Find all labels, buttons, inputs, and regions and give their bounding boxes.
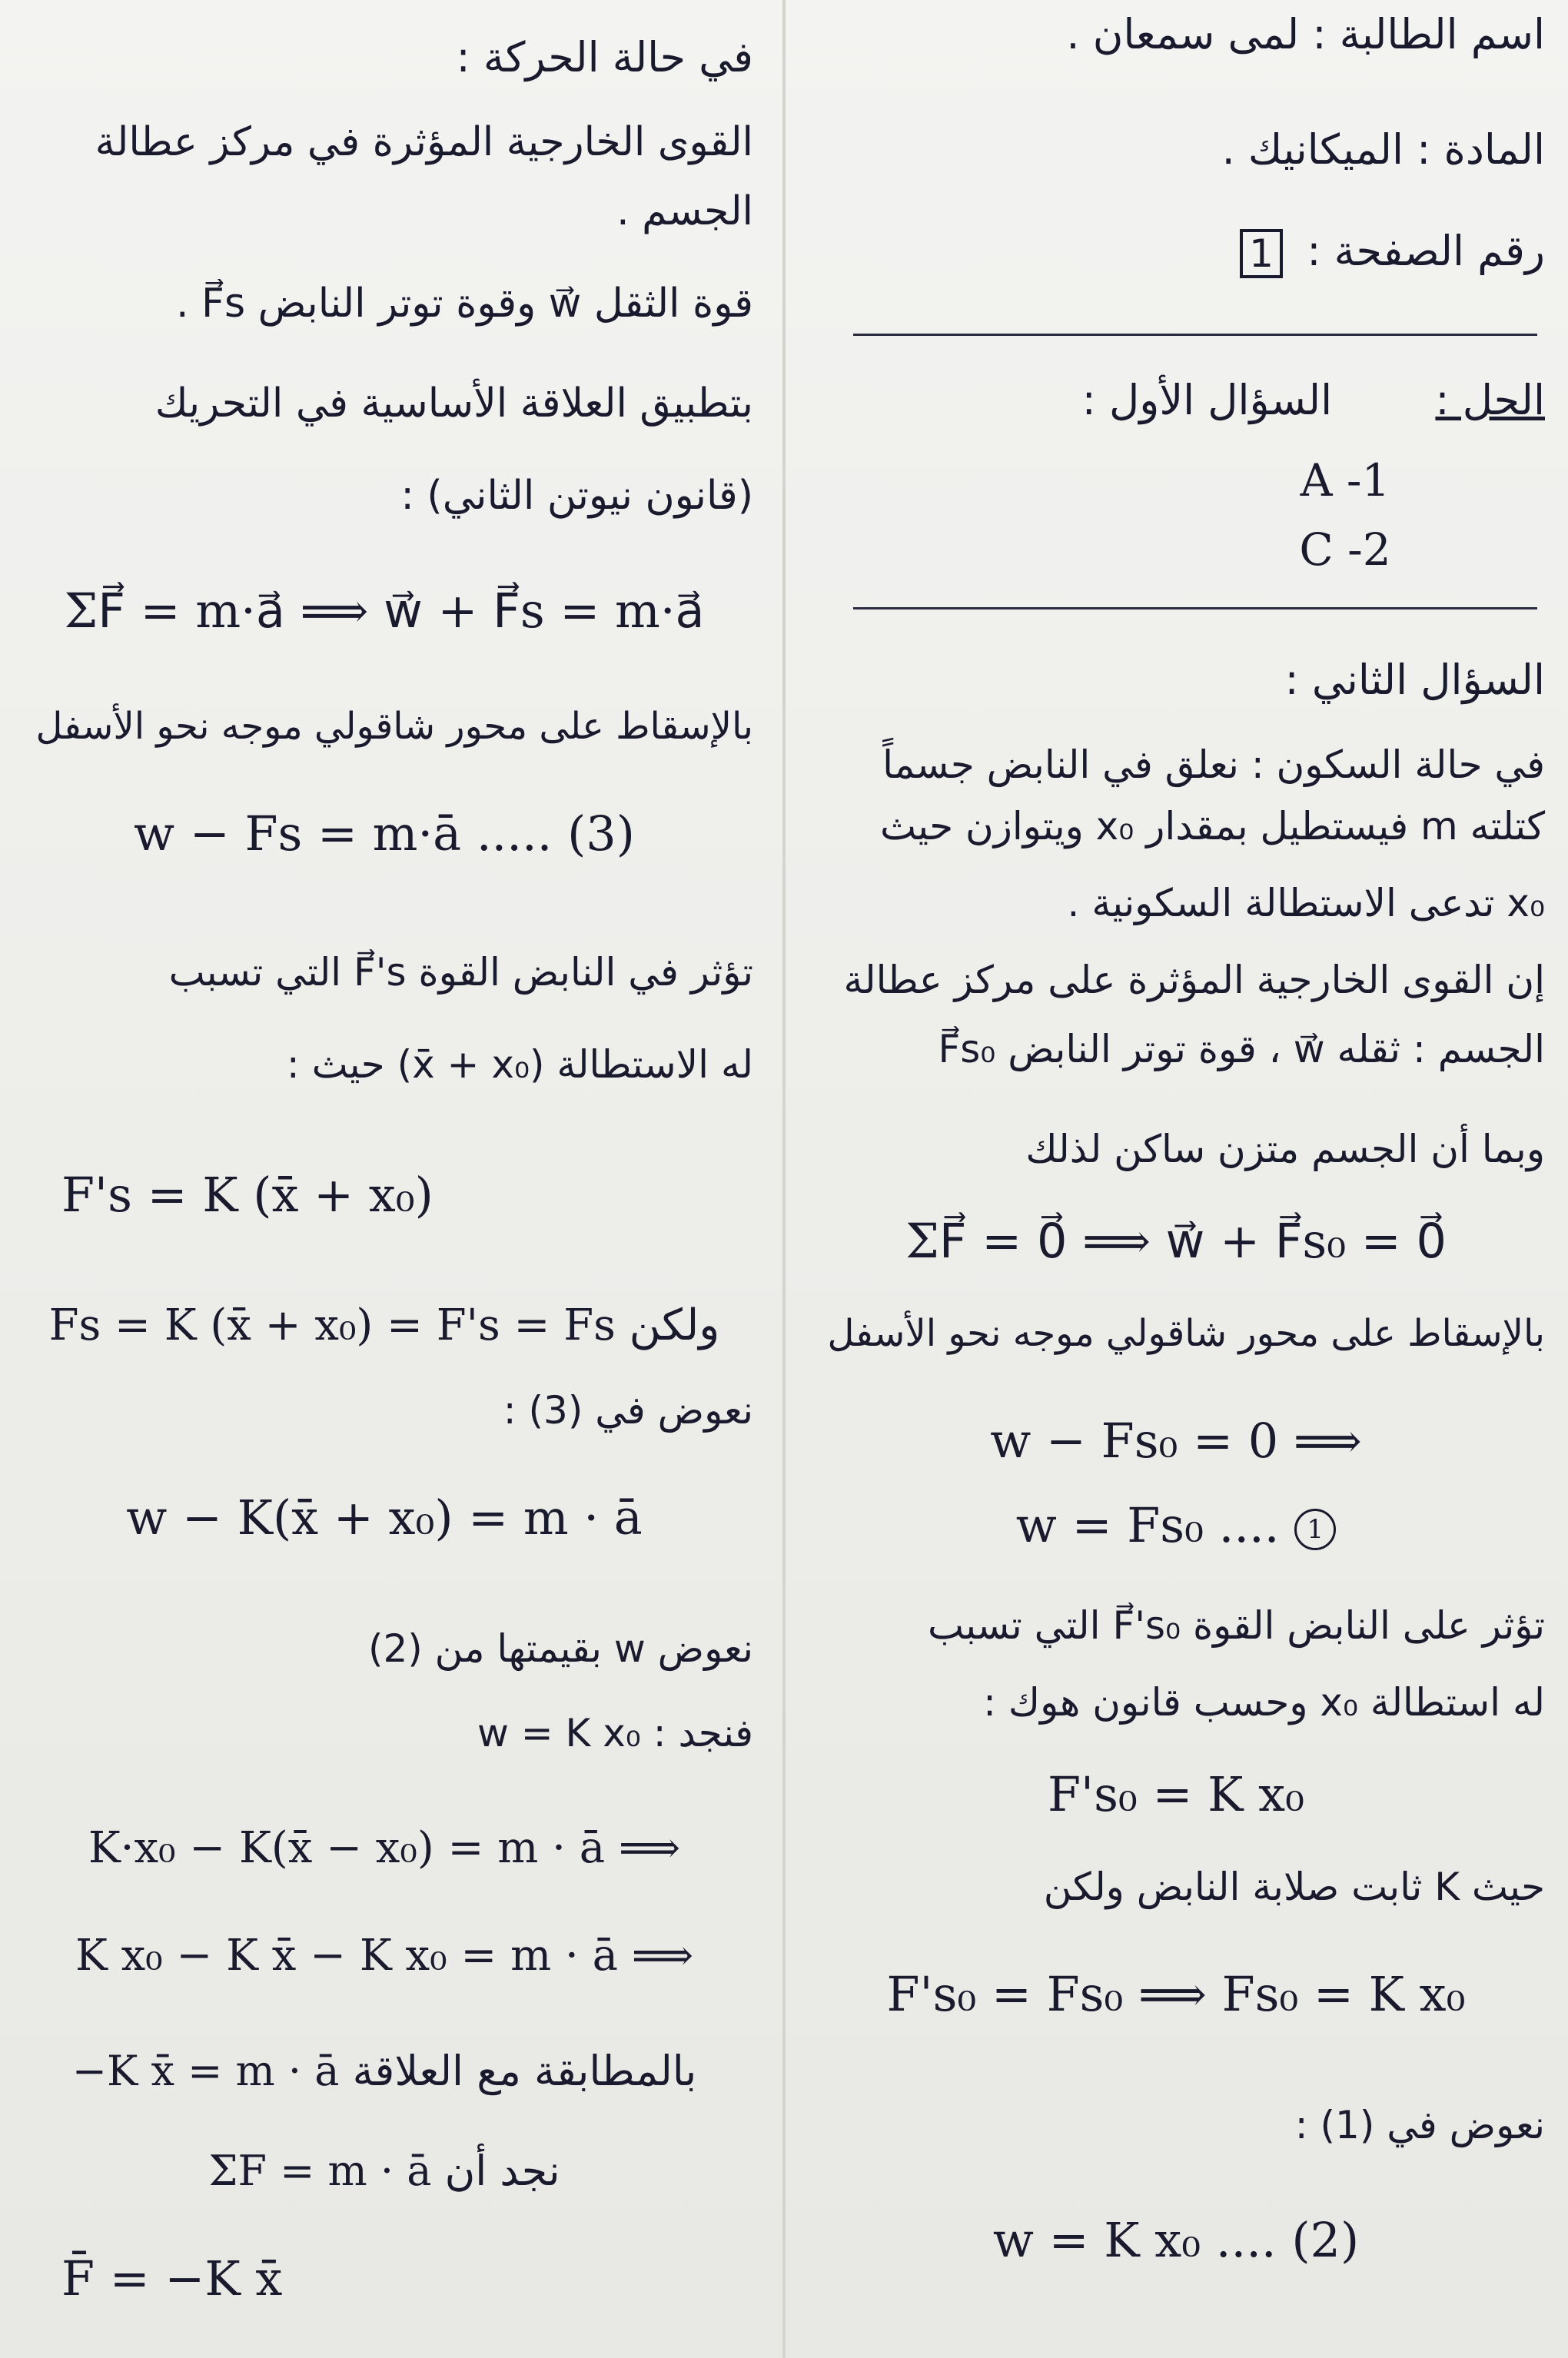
q2-line-5: الجسم : ثقله w⃗ ، قوة توتر النابض F⃗s₀ — [938, 1027, 1545, 1071]
motion-heading: في حالة الحركة : — [456, 33, 753, 81]
page-number-box: 1 — [1240, 229, 1283, 278]
q1-heading-line — [807, 374, 1545, 427]
spring-force-equation: F's = K (x̄ + x₀) — [61, 1167, 434, 1223]
page-number-line — [807, 224, 1545, 278]
motion-line-4: بتطبيق العلاقة الأساسية في التحريك — [154, 380, 753, 427]
column-divider — [782, 0, 786, 2358]
student-name-line: اسم الطالبة : لمى سمعان . — [1066, 10, 1545, 58]
q1-separator — [853, 607, 1537, 609]
page-number-label: رقم الصفحة : — [1307, 227, 1545, 275]
motion-line-8: نعوض في (3) : — [503, 1388, 753, 1433]
motion-line-7: له الاستطالة (x̄ + x₀) حيث : — [286, 1042, 753, 1087]
eq-tag-1: 1 — [1294, 1509, 1336, 1550]
solution-heading: الحل : — [1435, 376, 1545, 424]
q2-line-9: حيث K ثابت صلابة النابض ولكن — [1043, 1865, 1545, 1909]
equilibrium-equation: ΣF⃗ = 0⃗ ⟹ w⃗ + F⃗s₀ = 0⃗ — [905, 1213, 1447, 1269]
motion-eq-8: −K x̄ = m · ā بالمطابقة مع العلاقة — [71, 2047, 697, 2095]
q2-line-3: x₀ تدعى الاستطالة السكونية . — [1067, 881, 1545, 925]
q2-line-7: تؤثر على النابض القوة F⃗'s₀ التي تسبب — [928, 1603, 1545, 1648]
q1-answer-1: A -1 — [1300, 454, 1390, 506]
motion-line-1: القوى الخارجية المؤثرة في مركز عطالة — [95, 119, 753, 165]
q2-eq-5: F's₀ = Fs₀ ⟹ Fs₀ = K x₀ — [886, 1966, 1466, 2022]
header-separator — [853, 334, 1537, 336]
motion-eq-5: w − K(x̄ + x₀) = m · ā — [126, 1490, 643, 1546]
q2-eq-2: w − Fs₀ = 0 ⟹ — [990, 1413, 1362, 1469]
q1-heading: السؤال الأول : — [1081, 376, 1333, 424]
q2-eq-6: w = K x₀ .... (2) — [992, 2212, 1360, 2268]
motion-line-10: فنجد : w = K x₀ — [477, 1711, 753, 1755]
q2-eq-3-text: w = Fs₀ .... — [1015, 1497, 1280, 1553]
restoring-force-equation: F̄ = −K x̄ — [61, 2250, 283, 2307]
motion-line-2: الجسم . — [616, 188, 753, 234]
motion-line-6: تؤثر في النابض القوة F⃗'s التي تسبب — [168, 950, 753, 995]
motion-eq-7: K x₀ − K x̄ − K x₀ = m · ā ⟹ — [75, 1931, 694, 1981]
right-column — [807, 0, 1545, 2358]
q2-line-4: إن القوى الخارجية المؤثرة على مركز عطالة — [843, 958, 1545, 1002]
q2-heading: السؤال الثاني : — [1284, 656, 1545, 704]
q2-line-10: نعوض في (1) : — [1294, 2103, 1545, 2147]
q2-projection-line: بالإسقاط على محور شاقولي موجه نحو الأسفل — [827, 1312, 1545, 1355]
motion-eq-4: Fs = K (x̄ + x₀) = F's = Fs ولكن — [48, 1300, 720, 1350]
motion-line-5: (قانون نيوتن الثاني) : — [400, 473, 753, 519]
motion-eq-6: K·x₀ − K(x̄ − x₀) = m · ā ⟹ — [88, 1823, 681, 1873]
hooke-law-equation: F's₀ = K x₀ — [1048, 1766, 1304, 1822]
q2-line-8: له استطالة x₀ وحسب قانون هوك : — [983, 1680, 1545, 1725]
q2-line-6: وبما أن الجسم متزن ساكن لذلك — [1025, 1127, 1545, 1171]
motion-eq-3: w − Fs = m·ā ..... (3) — [134, 805, 635, 862]
q2-line-2: كتلته m فيستطيل بمقدار x₀ ويتوازن حيث — [880, 804, 1545, 849]
subject-line: المادة : الميكانيك . — [1221, 125, 1545, 174]
q2-eq-3 — [807, 1499, 1545, 1553]
motion-line-9: نعوض w بقيمتها من (2) — [367, 1626, 753, 1671]
motion-projection-line: بالإسقاط على محور شاقولي موجه نحو الأسفل — [35, 705, 753, 748]
motion-line-3: قوة الثقل w⃗ وقوة توتر النابض F⃗s . — [175, 281, 753, 327]
q2-line-1: في حالة السكون : نعلق في النابض جسماً — [882, 742, 1545, 787]
newton-second-law-equation: ΣF⃗ = m·a⃗ ⟹ w⃗ + F⃗s = m·a⃗ — [64, 583, 705, 639]
left-column — [15, 0, 753, 2358]
motion-eq-9: ΣF = m · ā نجد أن — [208, 2147, 560, 2195]
q1-answer-2: C -2 — [1299, 523, 1391, 576]
